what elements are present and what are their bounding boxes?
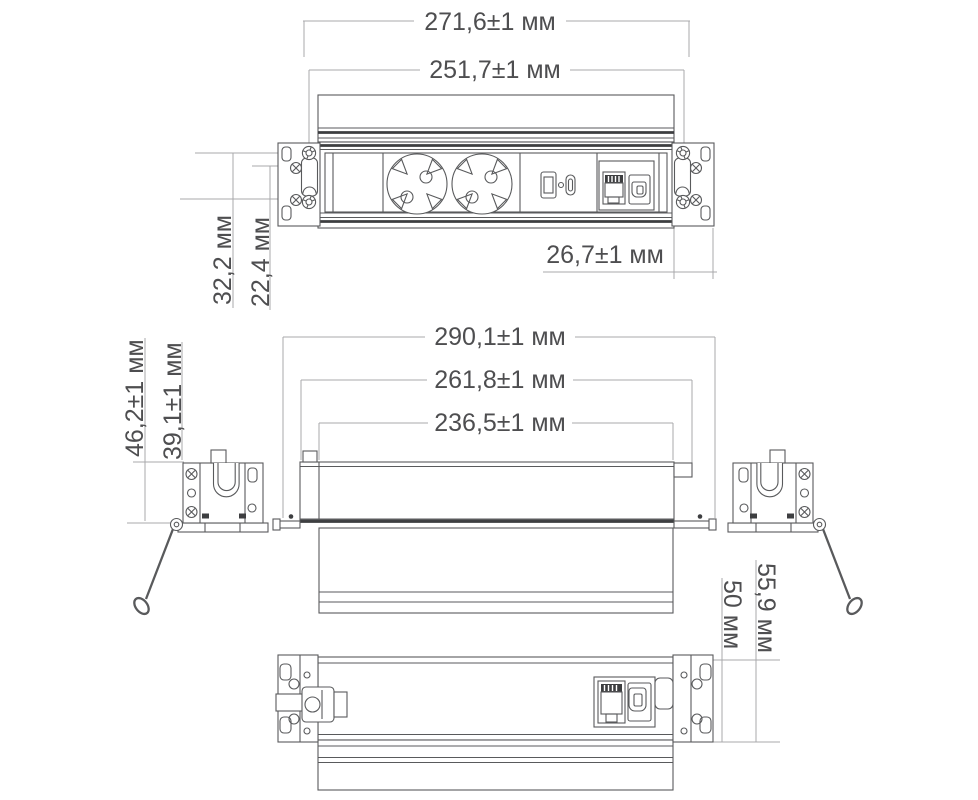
dim-overall-width: [303, 8, 690, 57]
rear-bracket-right: [673, 655, 713, 742]
dim-inner-height-label: 22,4 мм: [247, 217, 275, 307]
dim-cutout-width-label: 236,5±1 мм: [434, 409, 566, 437]
dim-rear-bracket-label: 50 мм: [718, 580, 746, 650]
rear-profile: [318, 740, 673, 790]
media-panel: [599, 161, 654, 210]
dim-rear-overall-label: 55,9 мм: [752, 563, 780, 653]
clamp-section-right: [728, 450, 865, 617]
dim-overall-width-label: 271,6±1 мм: [424, 8, 556, 36]
rj45-port: [603, 172, 625, 204]
mounting-bracket-right: [672, 143, 714, 226]
hdmi-port: [629, 175, 650, 204]
dim-cutout-width: [319, 409, 673, 460]
rear-rj45-port: [598, 681, 625, 723]
dim-left-section-heights: [121, 338, 187, 523]
latch-tab-right: [674, 463, 692, 477]
dim-visible-width-label: 251,7±1 мм: [429, 56, 561, 84]
upper-body: [300, 451, 692, 520]
schuko-socket-right: [452, 154, 512, 214]
dim-flange-width-label: 290,1±1 мм: [434, 323, 566, 351]
usb-a-port: [541, 172, 556, 198]
lower-body: [319, 528, 673, 613]
flange-wing-right: [674, 521, 712, 528]
dim-rear-heights: [712, 560, 780, 742]
latch-tab-left: [303, 451, 317, 462]
dim-body-width-label: 261,8±1 мм: [434, 366, 566, 394]
cover-profile: [318, 95, 674, 142]
mounting-bracket-left: [278, 143, 320, 226]
dim-bracket-height-label: 32,2 мм: [209, 215, 237, 305]
clamp-section-left: [131, 450, 268, 617]
dim-upper-height-label: 39,1±1 мм: [159, 342, 187, 460]
usb-c-port: [566, 175, 575, 195]
rear-cable-exit: [655, 678, 673, 709]
dim-bracket-depth: [543, 228, 717, 279]
rear-hdmi-port: [628, 683, 651, 721]
dim-overall-height-label: 46,2±1 мм: [121, 339, 149, 457]
front-view: [180, 8, 717, 310]
schuko-socket-left: [387, 154, 447, 214]
dim-bracket-depth-label: 26,7±1 мм: [546, 241, 664, 269]
